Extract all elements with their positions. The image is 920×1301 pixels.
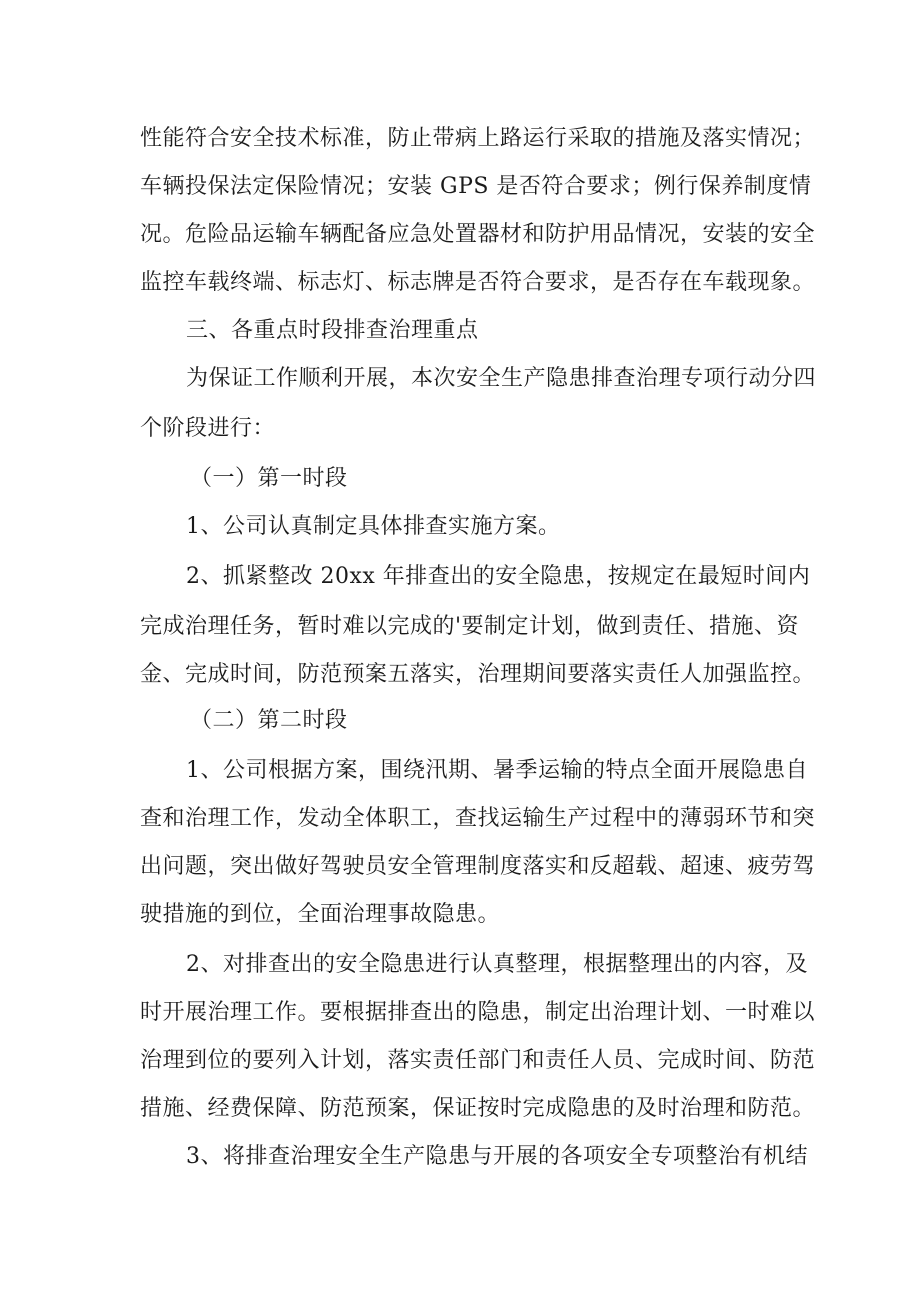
text-line: 2、对排查出的安全隐患进行认真整理，根据整理出的内容，及 — [186, 952, 808, 977]
text-line: 2、抓紧整改 20xx 年排查出的安全隐患，按规定在最短时间内 — [186, 564, 811, 589]
text-line: 金、完成时间，防范预案五落实，治理期间要落实责任人加强监控。 — [140, 662, 816, 687]
section-heading: 三、各重点时段排查治理重点 — [186, 318, 479, 343]
text-line: 监控车载终端、标志灯、标志牌是否符合要求，是否存在车载现象。 — [140, 270, 816, 295]
text-line: 驶措施的到位，全面治理事故隐患。 — [140, 902, 501, 927]
text-line: 完成治理任务，暂时难以完成的'要制定计划，做到责任、措施、资 — [140, 614, 800, 639]
subsection-heading: （一）第一时段 — [190, 466, 348, 491]
text-line: 况。危险品运输车辆配备应急处置器材和防护用品情况，安装的安全 — [140, 222, 816, 247]
text-line: 治理到位的要列入计划，落实责任部门和责任人员、完成时间、防范 — [140, 1048, 816, 1073]
text-line: 1、公司根据方案，围绕汛期、暑季运输的特点全面开展隐患自 — [186, 758, 808, 783]
text-line: 3、将排查治理安全生产隐患与开展的各项安全专项整治有机结 — [186, 1144, 808, 1169]
text-line: 查和治理工作，发动全体职工，查找运输生产过程中的薄弱环节和突 — [140, 806, 816, 831]
text-line: 为保证工作顺利开展，本次安全生产隐患排查治理专项行动分四 — [186, 366, 817, 391]
text-line: 出问题，突出做好驾驶员安全管理制度落实和反超载、超速、疲劳驾 — [140, 854, 816, 879]
text-line: 1、公司认真制定具体排查实施方案。 — [186, 514, 561, 539]
subsection-heading: （二）第二时段 — [190, 708, 348, 733]
text-line: 车辆投保法定保险情况；安装 GPS 是否符合要求；例行保养制度情 — [140, 174, 812, 199]
text-line: 时开展治理工作。要根据排查出的隐患，制定出治理计划、一时难以 — [140, 1000, 816, 1025]
text-line: 措施、经费保障、防范预案，保证按时完成隐患的及时治理和防范。 — [140, 1096, 816, 1121]
text-line: 个阶段进行： — [140, 416, 276, 441]
text-line: 性能符合安全技术标准，防止带病上路运行采取的措施及落实情况； — [140, 126, 816, 151]
